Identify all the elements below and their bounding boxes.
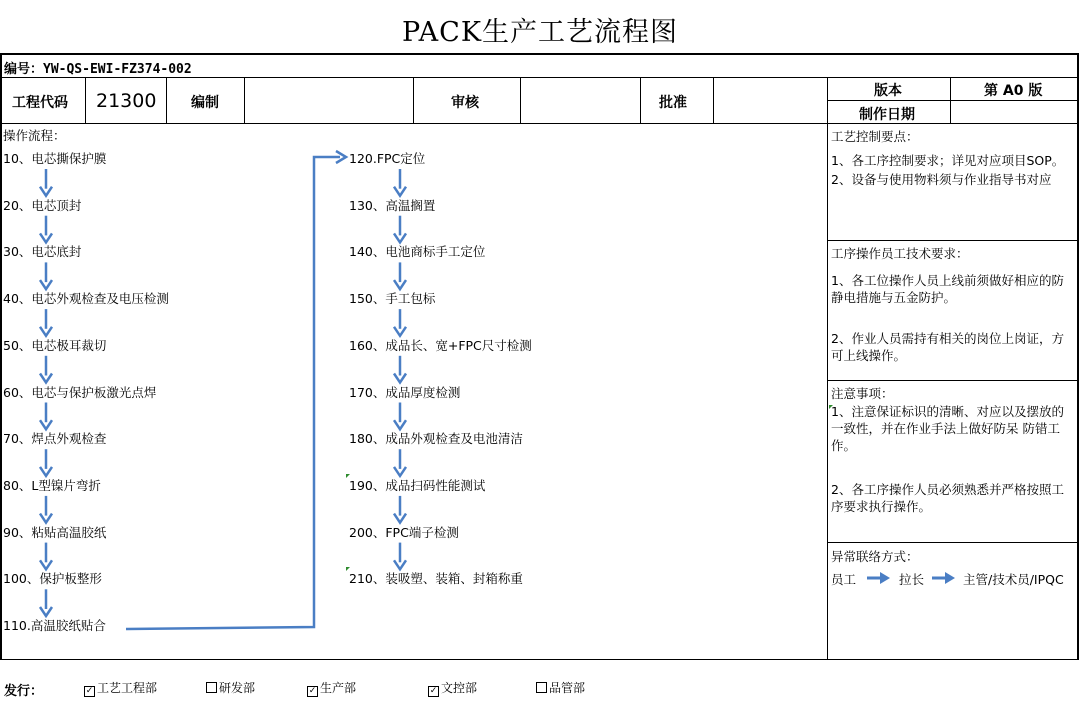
flow-step: 200、FPC端子检测 [349,524,459,540]
page-title: PACK生产工艺流程图 [401,17,679,48]
document-number: 编号：YW-QS-EWI-FZ374-002 [4,62,192,77]
checkbox-checked-icon: ✓ [85,686,94,696]
notes-item-2: 2、各工序操作人员必须熟悉并严格按照工序要求执行操作。 [831,482,1064,514]
frame-right [1077,53,1079,660]
frame-bottom [0,659,1079,660]
flow-step: 100、保护板整形 [3,571,102,587]
connector-arrow-icon [126,151,346,629]
arrow-down-icon [394,309,406,336]
arrow-right-icon [931,571,957,585]
flow-step: 30、电芯底封 [3,244,82,260]
contact-role-leader: 拉长 [899,572,925,587]
issue-department-label: 生产部 [320,681,357,695]
notes-title: 注意事项： [831,386,894,401]
date-label: 制作日期 [859,107,915,123]
arrow-down-icon [40,496,52,523]
flow-step: 110.高温胶纸贴合 [3,618,106,633]
arrow-down-icon [394,496,406,523]
arrow-down-icon [394,449,406,476]
checkbox-checked-icon: ✓ [429,686,438,696]
contact-title: 异常联络方式： [831,549,919,564]
code-value: 21300 [96,90,157,112]
flow-heading: 操作流程： [3,128,66,143]
version-label: 版本 [874,83,902,99]
flow-step: 40、电芯外观检查及电压检测 [3,291,169,307]
control-item-1: 1、各工序控制要求；详见对应项目SOP。 [831,153,1065,168]
arrow-down-icon [394,262,406,289]
flow-step: 160、成品长、宽+FPC尺寸检测 [349,337,532,353]
flow-step: 180、成品外观检查及电池清洁 [349,431,523,447]
flow-step: 130、高温搁置 [349,197,436,213]
issue-department-label: 品管部 [549,681,586,695]
arrow-down-icon [40,262,52,289]
flow-step: 10、电芯撕保护膜 [3,151,107,166]
compile-label: 编制 [191,95,219,111]
arrow-down-icon [40,403,52,430]
flow-step: 80、L型镍片弯折 [3,477,101,493]
checkbox-checked-icon: ✓ [308,686,317,696]
staff-item-1: 1、各工位操作人员上线前须做好相应的防静电措施与五金防护。 [831,273,1064,305]
review-label: 审核 [451,95,479,111]
arrow-down-icon [40,356,52,383]
flow-step: 20、电芯顶封 [3,197,82,213]
checkbox-icon [536,682,547,693]
issue-department [206,679,255,696]
contact-role-manager: 主管/技术员/IPQC [963,572,1064,587]
arrow-down-icon [394,216,406,243]
flow-step: 170、成品厚度检测 [349,384,461,400]
arrow-right-icon [866,571,892,585]
notes-item-1: 1、注意保证标识的清晰、对应以及摆放的一致性，并在作业手法上做好防呆 防错工作。 [831,404,1064,453]
control-title: 工艺控制要点： [831,129,919,144]
arrow-down-icon [40,449,52,476]
flow-step: 90、粘贴高温胶纸 [3,524,107,540]
arrow-down-icon [394,543,406,570]
checkbox-icon [206,682,217,693]
frame-top [0,53,1079,55]
flow-step: 70、焊点外观检查 [3,431,107,447]
flow-step: 210、装吸塑、装箱、封箱称重 [349,571,523,587]
flow-step: 50、电芯极耳裁切 [3,337,107,353]
frame-left [0,53,2,660]
issue-label: 发行： [4,684,44,699]
issue-department [307,679,356,697]
code-label: 工程代码 [12,95,68,111]
issue-department-label: 文控部 [441,681,478,695]
arrow-down-icon [40,169,52,196]
issue-department [84,679,157,697]
issue-department [536,679,585,696]
issue-department-label: 工艺工程部 [97,681,158,695]
version-value: 第 A0 版 [984,83,1043,99]
staff-item-2: 2、作业人员需持有相关的岗位上岗证，方可上线操作。 [831,331,1064,363]
flow-step: 60、电芯与保护板激光点焊 [3,384,157,400]
flow-step: 120.FPC定位 [349,151,426,166]
arrow-down-icon [40,543,52,570]
control-item-2: 2、设备与使用物料须与作业指导书对应 [831,172,1052,187]
flow-step: 140、电池商标手工定位 [349,244,486,260]
staff-title: 工序操作员工技术要求： [831,246,969,261]
comment-marker [346,567,350,571]
arrow-down-icon [40,589,52,616]
arrow-down-icon [394,356,406,383]
arrow-down-icon [394,169,406,196]
flow-step: 150、手工包标 [349,291,436,307]
arrow-down-icon [40,216,52,243]
approve-label: 批准 [659,95,687,111]
contact-role-staff: 员工 [831,572,857,587]
comment-marker [346,474,350,478]
arrow-down-icon [40,309,52,336]
arrow-down-icon [394,403,406,430]
issue-department-label: 研发部 [219,681,256,695]
flow-step: 190、成品扫码性能测试 [349,477,486,493]
issue-department [428,679,477,697]
